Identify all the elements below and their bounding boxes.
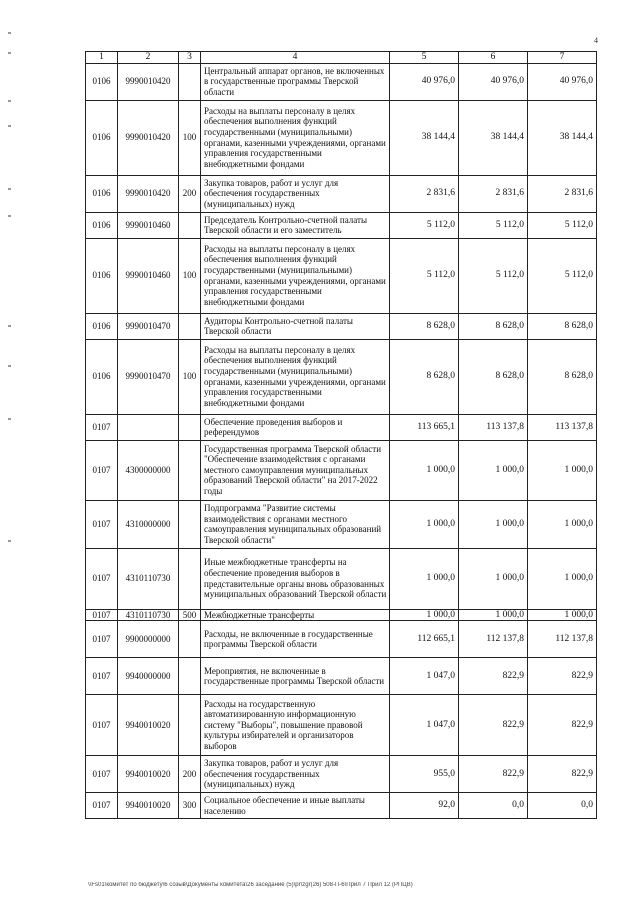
expense-type-cell xyxy=(179,548,201,609)
section-code-cell: 0107 xyxy=(86,440,118,500)
amount-year3-cell: 0,0 xyxy=(528,793,597,819)
target-article-cell: 4300000000 xyxy=(118,440,179,500)
section-code-cell: 0107 xyxy=(86,621,118,658)
amount-year3-cell: 1 000,0 xyxy=(528,500,597,548)
section-code-cell: 0107 xyxy=(86,548,118,609)
expense-type-cell xyxy=(179,414,201,440)
margin-mark xyxy=(8,325,11,327)
section-code-cell: 0106 xyxy=(86,212,118,238)
target-article-cell: 9940010020 xyxy=(118,793,179,819)
table-row xyxy=(86,100,597,175)
target-article-cell: 9990010460 xyxy=(118,212,179,238)
table-row xyxy=(86,175,597,212)
section-code-cell: 0107 xyxy=(86,500,118,548)
amount-year1-cell: 955,0 xyxy=(390,756,459,793)
expense-type-cell xyxy=(179,313,201,339)
amount-year3-cell: 5 112,0 xyxy=(528,212,597,238)
description-cell: Межбюджетные трансферты xyxy=(201,609,390,621)
amount-year3-cell: 2 831,6 xyxy=(528,175,597,212)
margin-mark xyxy=(8,540,11,542)
margin-mark xyxy=(8,418,11,420)
amount-year1-cell: 38 144,4 xyxy=(390,100,459,175)
table-row xyxy=(86,440,597,500)
target-article-cell: 9990010420 xyxy=(118,63,179,100)
amount-year3-cell: 822,9 xyxy=(528,756,597,793)
amount-year3-cell: 1 000,0 xyxy=(528,440,597,500)
expense-type-cell: 100 xyxy=(179,100,201,175)
description-cell: Иные межбюджетные трансферты на обеспечение проведения выборов в представительные органы вновь образованных муниципальных образований Тверской области xyxy=(201,548,390,609)
page-number: 4 xyxy=(594,36,598,45)
header-cell: 3 xyxy=(179,52,201,64)
target-article-cell: 9990010460 xyxy=(118,238,179,313)
target-article-cell: 9940010020 xyxy=(118,756,179,793)
description-cell: Центральный аппарат органов, не включенных в государственные программы Тверской области xyxy=(201,63,390,100)
header-row xyxy=(86,52,597,64)
budget-table xyxy=(85,51,597,819)
section-code-cell: 0106 xyxy=(86,63,118,100)
expense-type-cell: 300 xyxy=(179,793,201,819)
margin-mark xyxy=(8,188,11,190)
expense-type-cell: 200 xyxy=(179,175,201,212)
description-cell: Подпрограмма "Развитие системы взаимодействия с органами местного самоуправления муниципальных образований Тверской области" xyxy=(201,500,390,548)
description-cell: Закупка товаров, работ и услуг для обеспечения государственных (муниципальных) нужд xyxy=(201,756,390,793)
amount-year1-cell: 1 000,0 xyxy=(390,609,459,621)
amount-year2-cell: 1 000,0 xyxy=(459,500,528,548)
expense-type-cell xyxy=(179,695,201,756)
target-article-cell: 9990010470 xyxy=(118,339,179,414)
amount-year2-cell: 38 144,4 xyxy=(459,100,528,175)
expense-type-cell xyxy=(179,63,201,100)
description-cell: Расходы на выплаты персоналу в целях обеспечения выполнения функций государственными (муниципальными) органами, казенными учреждениями, органами управления государственными внебюджетными фондами xyxy=(201,339,390,414)
file-path-footer: \\Fs01\комитет по бюджету\6 созыв\Документы комитета\26 заседание (5)\pr\zgr(26) 508-П-6\Прил 7 Прил 12 (РПЦВ) xyxy=(88,882,413,888)
target-article-cell: 9990010470 xyxy=(118,313,179,339)
description-cell: Председатель Контрольно-счетной палаты Тверской области и его заместитель xyxy=(201,212,390,238)
target-article-cell: 9900000000 xyxy=(118,621,179,658)
amount-year3-cell: 1 000,0 xyxy=(528,609,597,621)
description-cell: Расходы на выплаты персоналу в целях обеспечения выполнения функций государственными (муниципальными) органами, казенными учреждениями, органами управления государственными внебюджетными фондами xyxy=(201,238,390,313)
amount-year1-cell: 8 628,0 xyxy=(390,313,459,339)
target-article-cell: 9940000000 xyxy=(118,658,179,695)
expense-type-cell: 100 xyxy=(179,238,201,313)
amount-year1-cell: 112 665,1 xyxy=(390,621,459,658)
margin-mark xyxy=(8,215,11,217)
expense-type-cell xyxy=(179,621,201,658)
amount-year3-cell: 112 137,8 xyxy=(528,621,597,658)
amount-year1-cell: 5 112,0 xyxy=(390,212,459,238)
section-code-cell: 0107 xyxy=(86,756,118,793)
amount-year3-cell: 1 000,0 xyxy=(528,548,597,609)
amount-year1-cell: 1 047,0 xyxy=(390,695,459,756)
description-cell: Расходы на государственную автоматизированную информационную систему "Выборы", повышение правовой культуры избирателей и организаторов выборов xyxy=(201,695,390,756)
table-row xyxy=(86,621,597,658)
table-row xyxy=(86,548,597,609)
table-row xyxy=(86,238,597,313)
section-code-cell: 0106 xyxy=(86,175,118,212)
amount-year2-cell: 822,9 xyxy=(459,658,528,695)
expense-type-cell xyxy=(179,440,201,500)
amount-year3-cell: 5 112,0 xyxy=(528,238,597,313)
amount-year2-cell: 112 137,8 xyxy=(459,621,528,658)
amount-year3-cell: 38 144,4 xyxy=(528,100,597,175)
amount-year3-cell: 8 628,0 xyxy=(528,339,597,414)
header-cell: 6 xyxy=(459,52,528,64)
header-cell: 2 xyxy=(118,52,179,64)
section-code-cell: 0106 xyxy=(86,100,118,175)
description-cell: Мероприятия, не включенные в государственные программы Тверской области xyxy=(201,658,390,695)
table-row xyxy=(86,695,597,756)
amount-year2-cell: 822,9 xyxy=(459,695,528,756)
amount-year3-cell: 822,9 xyxy=(528,658,597,695)
table-row xyxy=(86,339,597,414)
description-cell: Аудиторы Контрольно-счетной палаты Тверской области xyxy=(201,313,390,339)
description-cell: Обеспечение проведения выборов и референдумов xyxy=(201,414,390,440)
table-row xyxy=(86,793,597,819)
margin-mark xyxy=(8,365,11,367)
table-row xyxy=(86,658,597,695)
section-code-cell: 0106 xyxy=(86,339,118,414)
table-row xyxy=(86,212,597,238)
expense-type-cell xyxy=(179,658,201,695)
table-row xyxy=(86,756,597,793)
table-row xyxy=(86,500,597,548)
target-article-cell: 9990010420 xyxy=(118,175,179,212)
amount-year1-cell: 8 628,0 xyxy=(390,339,459,414)
amount-year2-cell: 113 137,8 xyxy=(459,414,528,440)
margin-mark xyxy=(8,100,11,102)
amount-year2-cell: 1 000,0 xyxy=(459,548,528,609)
expense-type-cell xyxy=(179,500,201,548)
amount-year2-cell: 0,0 xyxy=(459,793,528,819)
section-code-cell: 0107 xyxy=(86,658,118,695)
amount-year1-cell: 1 047,0 xyxy=(390,658,459,695)
description-cell: Государственная программа Тверской области "Обеспечение взаимодействия с органами местного самоуправления муниципальных образований Тверской области" на 2017-2022 годы xyxy=(201,440,390,500)
target-article-cell: 4310000000 xyxy=(118,500,179,548)
amount-year1-cell: 113 665,1 xyxy=(390,414,459,440)
table-row xyxy=(86,609,597,621)
section-code-cell: 0106 xyxy=(86,238,118,313)
target-article-cell: 9990010420 xyxy=(118,100,179,175)
description-cell: Расходы на выплаты персоналу в целях обеспечения выполнения функций государственными (муниципальными) органами, казенными учреждениями, органами управления государственными внебюджетными фондами xyxy=(201,100,390,175)
header-cell: 5 xyxy=(390,52,459,64)
target-article-cell: 4310110730 xyxy=(118,548,179,609)
section-code-cell: 0107 xyxy=(86,793,118,819)
description-cell: Расходы, не включенные в государственные программы Тверской области xyxy=(201,621,390,658)
section-code-cell: 0107 xyxy=(86,695,118,756)
description-cell: Закупка товаров, работ и услуг для обеспечения государственных (муниципальных) нужд xyxy=(201,175,390,212)
margin-mark xyxy=(8,32,11,34)
margin-mark xyxy=(8,52,11,54)
amount-year1-cell: 92,0 xyxy=(390,793,459,819)
expense-type-cell xyxy=(179,212,201,238)
section-code-cell: 0107 xyxy=(86,414,118,440)
amount-year2-cell: 1 000,0 xyxy=(459,440,528,500)
amount-year1-cell: 5 112,0 xyxy=(390,238,459,313)
expense-type-cell: 200 xyxy=(179,756,201,793)
expense-type-cell: 100 xyxy=(179,339,201,414)
amount-year2-cell: 822,9 xyxy=(459,756,528,793)
amount-year3-cell: 822,9 xyxy=(528,695,597,756)
amount-year2-cell: 40 976,0 xyxy=(459,63,528,100)
header-cell: 7 xyxy=(528,52,597,64)
amount-year2-cell: 5 112,0 xyxy=(459,212,528,238)
table-row xyxy=(86,63,597,100)
expense-type-cell: 500 xyxy=(179,609,201,621)
amount-year2-cell: 2 831,6 xyxy=(459,175,528,212)
amount-year2-cell: 1 000,0 xyxy=(459,609,528,621)
amount-year2-cell: 8 628,0 xyxy=(459,313,528,339)
target-article-cell: 9940010020 xyxy=(118,695,179,756)
section-code-cell: 0107 xyxy=(86,609,118,621)
table-row xyxy=(86,313,597,339)
amount-year3-cell: 8 628,0 xyxy=(528,313,597,339)
amount-year1-cell: 1 000,0 xyxy=(390,500,459,548)
amount-year3-cell: 113 137,8 xyxy=(528,414,597,440)
header-cell: 1 xyxy=(86,52,118,64)
amount-year1-cell: 40 976,0 xyxy=(390,63,459,100)
amount-year3-cell: 40 976,0 xyxy=(528,63,597,100)
amount-year1-cell: 1 000,0 xyxy=(390,548,459,609)
target-article-cell xyxy=(118,414,179,440)
target-article-cell: 4310110730 xyxy=(118,609,179,621)
header-cell: 4 xyxy=(201,52,390,64)
margin-mark xyxy=(8,125,11,127)
description-cell: Социальное обеспечение и иные выплаты населению xyxy=(201,793,390,819)
section-code-cell: 0106 xyxy=(86,313,118,339)
amount-year1-cell: 2 831,6 xyxy=(390,175,459,212)
amount-year2-cell: 5 112,0 xyxy=(459,238,528,313)
amount-year1-cell: 1 000,0 xyxy=(390,440,459,500)
table-row xyxy=(86,414,597,440)
amount-year2-cell: 8 628,0 xyxy=(459,339,528,414)
